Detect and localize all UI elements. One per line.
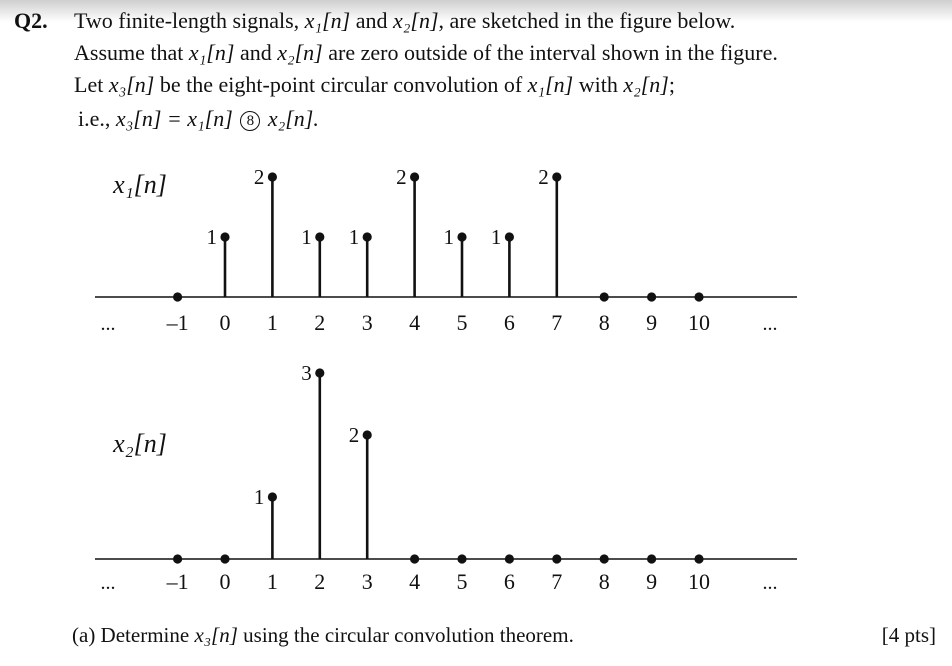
question-line-4: i.e., x₃[n] = x₁[n] 8 x₂[n]. bbox=[78, 106, 319, 131]
plot2-data-label: 1 bbox=[253, 485, 265, 509]
plot2-sample-point bbox=[268, 492, 277, 501]
plot2-sample-point bbox=[315, 368, 324, 377]
plot2-sample-point bbox=[552, 554, 561, 563]
plot2-tick-label: 8 bbox=[598, 569, 610, 594]
plot1-sample-point bbox=[600, 292, 609, 301]
plot1-tick-label: 1 bbox=[266, 310, 278, 335]
plot1-signal-label: x₁[n] bbox=[113, 170, 167, 199]
plot1-sample-point bbox=[552, 172, 561, 181]
plot1-sample-point bbox=[315, 232, 324, 241]
plot2-sample-point bbox=[173, 554, 182, 563]
plot1-data-label: 1 bbox=[206, 225, 217, 249]
question-line-2: Assume that x₁[n] and x₂[n] are zero outside of the interval shown in the figure. bbox=[74, 40, 778, 65]
plot2-sample-point bbox=[410, 554, 419, 563]
plot2-signal-label: x₂[n] bbox=[113, 429, 167, 458]
plot1-sample-point bbox=[220, 232, 229, 241]
plot1-data-label: 2 bbox=[538, 165, 549, 189]
plot1-data-label: 2 bbox=[396, 165, 407, 189]
plot1-tick-label: 4 bbox=[409, 310, 421, 335]
question-line-3: Let x₃[n] be the eight-point circular convolution of x₁[n] with x₂[n]; bbox=[74, 72, 675, 97]
plot1-sample-point bbox=[505, 232, 514, 241]
plot1-data-label: 1 bbox=[490, 225, 502, 249]
plot1-tick-label: 9 bbox=[646, 310, 658, 335]
plot1-data-label: 1 bbox=[301, 225, 312, 249]
plot2-tick-label: ... bbox=[762, 572, 778, 594]
plot1-tick-label: 8 bbox=[598, 310, 610, 335]
plot1-tick-label: 10 bbox=[688, 310, 710, 335]
plot1-tick-label: 0 bbox=[219, 310, 231, 335]
equation-rhs: x₂[n]. bbox=[267, 106, 319, 131]
plot2-tick-label: 10 bbox=[688, 569, 710, 594]
plot1-sample-point bbox=[363, 232, 372, 241]
plot1-data-label: 1 bbox=[348, 225, 360, 249]
plot1-sample-point bbox=[694, 292, 703, 301]
plot1-data-label: 1 bbox=[443, 225, 454, 249]
plot2-sample-point bbox=[457, 554, 466, 563]
plot1-sample-point bbox=[410, 172, 419, 181]
plot2-sample-point bbox=[220, 554, 229, 563]
plot1-tick-label: 3 bbox=[361, 310, 373, 335]
plot2-data-label: 2 bbox=[348, 423, 360, 447]
plot2-tick-label: 9 bbox=[646, 569, 658, 594]
plot2-data-label: 3 bbox=[301, 361, 312, 385]
plot1-sample-point bbox=[173, 292, 182, 301]
plot1-tick-label: 2 bbox=[314, 310, 326, 335]
plot2-tick-label: 5 bbox=[456, 569, 468, 594]
equation-lhs: x₃[n] = x₁[n] bbox=[115, 106, 233, 131]
part-a-question: (a) Determine x₃[n] using the circular convolution theorem. bbox=[72, 623, 574, 647]
plot1-tick-label: –1 bbox=[166, 310, 189, 335]
plot2-tick-label: 0 bbox=[219, 569, 231, 594]
plot1-tick-label: ... bbox=[762, 313, 778, 335]
plot1-sample-point bbox=[268, 172, 277, 181]
plot2-sample-point bbox=[647, 554, 656, 563]
plot2-tick-label: ... bbox=[100, 572, 116, 594]
plot2-tick-label: 6 bbox=[503, 569, 515, 594]
question-number: Q2. bbox=[14, 8, 48, 33]
plot1-tick-label: 6 bbox=[503, 310, 515, 335]
plot1-sample-point bbox=[647, 292, 656, 301]
plot2-tick-label: 7 bbox=[551, 569, 563, 594]
plot2-sample-point bbox=[600, 554, 609, 563]
plot2-sample-point bbox=[505, 554, 514, 563]
plot1-sample-point bbox=[457, 232, 466, 241]
plot2-tick-label: 1 bbox=[266, 569, 278, 594]
circular-convolution-symbol: 8 bbox=[240, 111, 260, 131]
plot1-data-label: 2 bbox=[253, 165, 265, 189]
plot2-tick-label: 2 bbox=[314, 569, 326, 594]
plot1-tick-label: 7 bbox=[551, 310, 563, 335]
plot2-tick-label: 3 bbox=[361, 569, 373, 594]
plot2-tick-label: 4 bbox=[409, 569, 421, 594]
plot2-tick-label: –1 bbox=[166, 569, 189, 594]
plot1-tick-label: 5 bbox=[456, 310, 468, 335]
plot1-tick-label: ... bbox=[100, 313, 116, 335]
plot2-sample-point bbox=[363, 430, 372, 439]
plot2-sample-point bbox=[694, 554, 703, 563]
points-label: [4 pts] bbox=[881, 623, 936, 647]
question-line-1: Two finite-length signals, x₁[n] and x₂[n], are sketched in the figure below. bbox=[74, 8, 736, 33]
